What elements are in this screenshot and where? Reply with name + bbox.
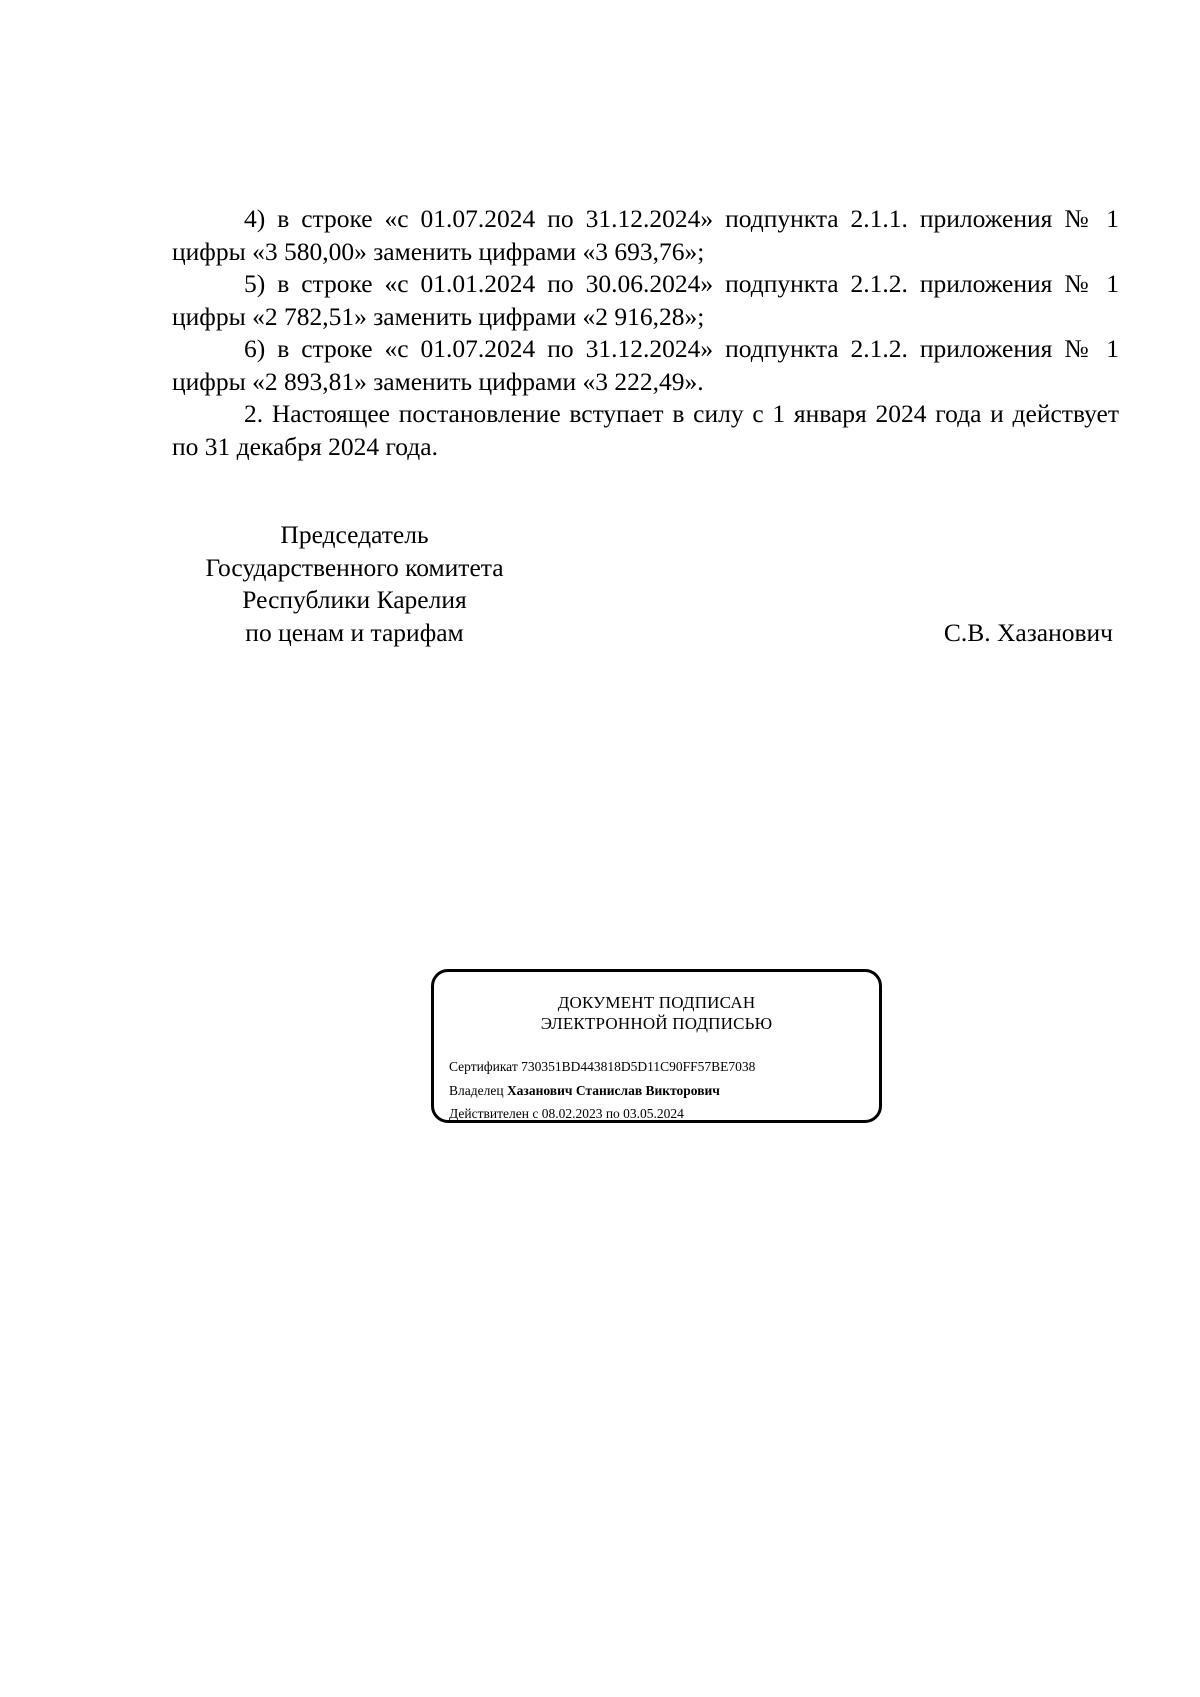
stamp-header-line: ДОКУМЕНТ ПОДПИСАН: [557, 993, 756, 1012]
certificate-id: 730351BD443818D5D11C90FF57BE7038: [521, 1059, 756, 1074]
valid-from-prefix: с: [532, 1106, 539, 1121]
owner-line: [449, 1079, 755, 1103]
signer-position-line: Государственного комитета: [205, 552, 504, 582]
effective-date-paragraph: 2. Настоящее постановление вступает в силу с 1 января 2024 года и действует по 31 декабря 2024 года.: [172, 399, 1119, 461]
stamp-header: [434, 992, 879, 1034]
clause-6-paragraph: 6) в строке «с 01.07.2024 по 31.12.2024» подпункта 2.1.2. приложения № 1 цифры «2 893,81» заменить цифрами «3 222,49».: [172, 334, 1119, 396]
certificate-label: Сертификат: [449, 1059, 518, 1074]
signer-position-line: Республики Карелия: [242, 585, 467, 614]
clause-4-paragraph: 4) в строке «с 01.07.2024 по 31.12.2024» подпункта 2.1.1. приложения № 1 цифры «3 580,00» заменить цифрами «3 693,76»;: [172, 204, 1119, 266]
electronic-signature-stamp: [431, 969, 882, 1123]
valid-from-date: 08.02.2023: [541, 1106, 603, 1121]
clause-5-paragraph: 5) в строке «с 01.01.2024 по 30.06.2024» подпункта 2.1.2. приложения № 1 цифры «2 782,51» заменить цифрами «2 916,28»;: [172, 269, 1119, 331]
signer-name: С.В. Хазанович: [943, 617, 1113, 647]
certificate-line: [449, 1055, 755, 1079]
signer-position-line: Председатель: [280, 520, 429, 549]
stamp-header-line: ЭЛЕКТРОННОЙ ПОДПИСЬЮ: [540, 1014, 773, 1033]
signer-position: [172, 519, 537, 649]
signer-position-line: по ценам и тарифам: [245, 617, 464, 647]
owner-name: Хазанович Станислав Викторович: [506, 1082, 720, 1098]
validity-line: [449, 1102, 755, 1126]
valid-label: Действителен: [449, 1106, 529, 1121]
stamp-details: [449, 1055, 755, 1126]
document-body: [172, 203, 1119, 463]
valid-to-date: 03.05.2024: [623, 1106, 684, 1121]
valid-to-prefix: по: [605, 1106, 620, 1121]
owner-label: Владелец: [449, 1082, 504, 1098]
